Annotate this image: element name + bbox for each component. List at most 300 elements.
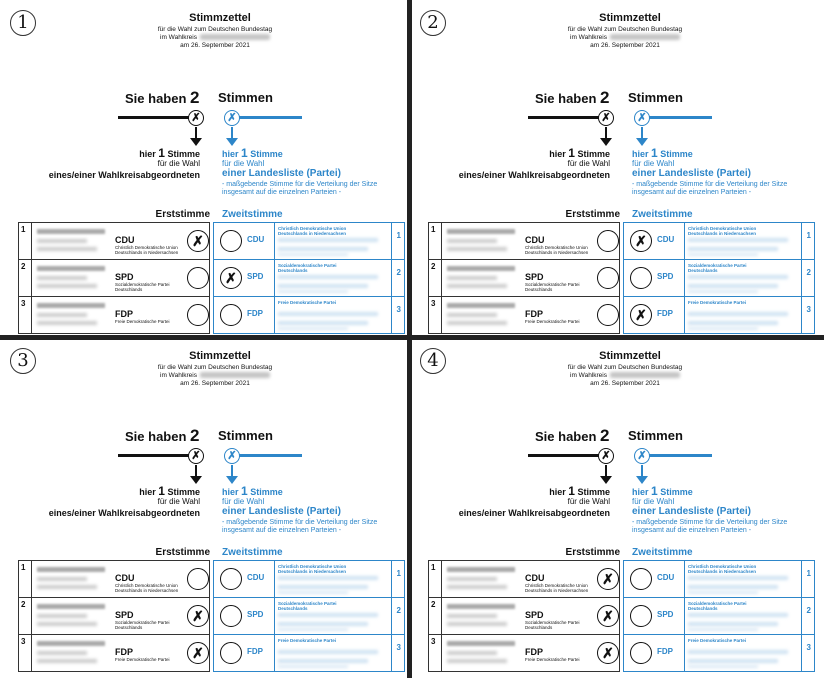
wahlkreis-label: im Wahlkreis bbox=[570, 372, 607, 379]
zweitstimme-arrowhead-icon bbox=[226, 138, 238, 146]
erststimme-vote-circle[interactable] bbox=[597, 267, 619, 289]
list-redacted bbox=[278, 275, 378, 279]
erststimme-description bbox=[440, 486, 610, 518]
party-abbr: SPD bbox=[657, 610, 674, 619]
list-redacted bbox=[278, 238, 378, 242]
left-stimme: Stimme bbox=[167, 487, 200, 497]
party-full-2: Deutschlands bbox=[115, 625, 143, 630]
party-full-1: Sozialdemokratische Partei bbox=[115, 620, 170, 625]
row-number: 2 bbox=[806, 268, 811, 277]
row-number: 3 bbox=[806, 305, 811, 314]
list-redacted bbox=[688, 585, 778, 589]
party-full-1: Christlich Demokratische Union bbox=[525, 245, 588, 250]
left-hier-line bbox=[30, 486, 200, 497]
party-full-1: Sozialdemokratische Partei bbox=[688, 263, 747, 268]
list-redacted bbox=[688, 591, 758, 594]
row-number: 2 bbox=[396, 606, 401, 615]
zweitstimme-x-icon: ✗ bbox=[224, 110, 240, 126]
list-redacted bbox=[278, 665, 348, 668]
right-hier-line bbox=[222, 486, 400, 497]
list-redacted bbox=[278, 290, 348, 293]
candidate-redacted bbox=[447, 313, 497, 317]
party-full-1: Sozialdemokratische Partei bbox=[525, 620, 580, 625]
ballot-date: am 26. September 2021 bbox=[590, 380, 660, 387]
haben-heading bbox=[125, 88, 200, 108]
row-number: 1 bbox=[431, 563, 436, 572]
erststimme-label: Erststimme bbox=[155, 547, 210, 558]
zweitstimme-row bbox=[214, 297, 404, 334]
candidate-redacted bbox=[447, 604, 515, 609]
erststimme-row bbox=[19, 223, 209, 260]
party-full-2: Deutschlands in Niedersachsen bbox=[115, 588, 179, 593]
zweitstimme-vote-circle[interactable] bbox=[220, 642, 242, 664]
party-full bbox=[688, 263, 788, 273]
left-fuer: für die Wahl bbox=[157, 159, 200, 168]
list-redacted bbox=[278, 312, 378, 316]
party-full bbox=[525, 620, 593, 630]
erststimme-table bbox=[18, 560, 210, 672]
haben-text: Sie haben bbox=[125, 91, 187, 106]
party-full-1: Christlich Demokratische Union bbox=[688, 226, 757, 231]
row-number: 1 bbox=[21, 225, 26, 234]
zweitstimme-table bbox=[623, 560, 815, 672]
zweitstimme-row bbox=[624, 260, 814, 297]
zweitstimme-label: Zweitstimme bbox=[222, 209, 283, 220]
erststimme-x-icon: ✗ bbox=[188, 110, 204, 126]
erststimme-label: Erststimme bbox=[565, 547, 620, 558]
right-eins: 1 bbox=[241, 146, 248, 160]
wahlkreis-redacted bbox=[200, 34, 270, 40]
row-number: 2 bbox=[806, 606, 811, 615]
candidate-redacted bbox=[447, 266, 515, 271]
ballot-title: Stimmzettel bbox=[189, 350, 251, 362]
ballot-subtitle: für die Wahl zum Deutschen Bundestag bbox=[567, 26, 683, 33]
candidate-redacted bbox=[37, 641, 105, 646]
party-full bbox=[278, 226, 378, 236]
erststimme-vote-circle[interactable]: ✗ bbox=[187, 642, 209, 664]
left-hier-line bbox=[440, 486, 610, 497]
right-stimme: Stimme bbox=[250, 487, 283, 497]
right-wahl: einer Landesliste (Partei) bbox=[632, 506, 751, 517]
number-column-line bbox=[441, 223, 442, 259]
number-column-line bbox=[391, 260, 392, 296]
right-stimme: Stimme bbox=[660, 149, 693, 159]
row-separator bbox=[274, 561, 275, 597]
stimmen-heading: Stimmen bbox=[218, 90, 273, 105]
wahlkreis-redacted bbox=[200, 372, 270, 378]
candidate-redacted bbox=[447, 239, 497, 243]
row-number: 3 bbox=[21, 299, 26, 308]
party-abbr: FDP bbox=[115, 309, 133, 319]
ballot-title: Stimmzettel bbox=[599, 350, 661, 362]
list-redacted bbox=[688, 659, 778, 663]
party-abbr: SPD bbox=[247, 272, 264, 281]
left-stimme: Stimme bbox=[167, 149, 200, 159]
erststimme-row bbox=[19, 297, 209, 334]
candidate-redacted bbox=[37, 567, 105, 572]
party-full-1: Freie Demokratische Partei bbox=[525, 319, 580, 324]
zweitstimme-arrowhead-icon bbox=[636, 476, 648, 484]
wahlkreis-redacted bbox=[610, 34, 680, 40]
panel-number: 1 bbox=[10, 10, 36, 36]
party-abbr: CDU bbox=[247, 573, 265, 582]
number-column-line bbox=[31, 223, 32, 259]
erststimme-vote-circle[interactable] bbox=[597, 304, 619, 326]
candidate-redacted bbox=[37, 604, 105, 609]
erststimme-description bbox=[440, 148, 610, 180]
ballot-wahlkreis bbox=[500, 372, 750, 380]
zweitstimme-row bbox=[214, 598, 404, 635]
row-number: 3 bbox=[396, 643, 401, 652]
erststimme-label: Erststimme bbox=[155, 209, 210, 220]
party-abbr: SPD bbox=[115, 610, 134, 620]
haben-text: Sie haben bbox=[535, 429, 597, 444]
zweitstimme-table bbox=[623, 222, 815, 334]
zweitstimme-table bbox=[213, 222, 405, 334]
erststimme-arrowhead-icon bbox=[190, 476, 202, 484]
candidate-redacted bbox=[447, 567, 515, 572]
candidate-redacted bbox=[37, 284, 97, 288]
number-column-line bbox=[441, 635, 442, 672]
left-wahl: eines/einer Wahlkreisabgeordneten bbox=[48, 170, 200, 180]
party-full bbox=[278, 638, 378, 643]
zweitstimme-label: Zweitstimme bbox=[632, 209, 693, 220]
erststimme-vote-circle[interactable]: ✗ bbox=[187, 230, 209, 252]
right-hier: hier bbox=[222, 487, 239, 497]
party-abbr: SPD bbox=[525, 272, 544, 282]
candidate-redacted bbox=[37, 659, 97, 663]
list-redacted bbox=[278, 591, 348, 594]
ballot-date: am 26. September 2021 bbox=[590, 42, 660, 49]
party-full bbox=[278, 564, 378, 574]
candidate-redacted bbox=[37, 585, 97, 589]
left-eins: 1 bbox=[568, 146, 575, 160]
erststimme-row bbox=[19, 598, 209, 635]
row-number: 2 bbox=[431, 262, 436, 271]
list-redacted bbox=[278, 650, 378, 654]
party-full bbox=[115, 282, 183, 292]
left-wahl: eines/einer Wahlkreisabgeordneten bbox=[458, 170, 610, 180]
zweitstimme-vote-circle[interactable]: ✗ bbox=[220, 267, 242, 289]
party-abbr: FDP bbox=[657, 309, 673, 318]
party-full-1: Freie Demokratische Partei bbox=[525, 657, 580, 662]
party-full-1: Sozialdemokratische Partei bbox=[688, 601, 747, 606]
erststimme-vote-circle[interactable] bbox=[597, 230, 619, 252]
erststimme-row bbox=[19, 260, 209, 297]
number-column-line bbox=[391, 297, 392, 334]
number-column-line bbox=[441, 561, 442, 597]
erststimme-line bbox=[528, 116, 602, 119]
row-separator bbox=[684, 297, 685, 334]
list-redacted bbox=[278, 613, 378, 617]
haben-number: 2 bbox=[190, 88, 200, 107]
party-abbr: SPD bbox=[657, 272, 674, 281]
row-number: 1 bbox=[396, 569, 401, 578]
number-column-line bbox=[801, 598, 802, 634]
left-fuer: für die Wahl bbox=[567, 159, 610, 168]
zweitstimme-row bbox=[624, 598, 814, 635]
party-full-1: Christlich Demokratische Union bbox=[688, 564, 757, 569]
wahlkreis-label: im Wahlkreis bbox=[570, 34, 607, 41]
zweitstimme-line bbox=[642, 454, 712, 457]
party-abbr: SPD bbox=[115, 272, 134, 282]
wahlkreis-redacted bbox=[610, 372, 680, 378]
zweitstimme-arrowhead-icon bbox=[636, 138, 648, 146]
row-separator bbox=[274, 223, 275, 259]
number-column-line bbox=[31, 260, 32, 296]
party-full bbox=[115, 583, 183, 593]
ballot-subtitle: für die Wahl zum Deutschen Bundestag bbox=[157, 26, 273, 33]
row-separator bbox=[684, 561, 685, 597]
row-separator bbox=[684, 635, 685, 672]
party-full-2: Deutschlands bbox=[688, 268, 718, 273]
list-redacted bbox=[688, 576, 788, 580]
list-redacted bbox=[688, 275, 788, 279]
haben-heading bbox=[535, 426, 610, 446]
party-abbr: FDP bbox=[115, 647, 133, 657]
zweitstimme-vote-circle[interactable]: ✗ bbox=[630, 230, 652, 252]
row-separator bbox=[274, 598, 275, 634]
party-full-1: Freie Demokratische Partei bbox=[688, 638, 747, 643]
erststimme-vote-circle[interactable] bbox=[187, 304, 209, 326]
party-full-1: Sozialdemokratische Partei bbox=[278, 601, 337, 606]
right-hier: hier bbox=[222, 149, 239, 159]
list-redacted bbox=[688, 312, 788, 316]
number-column-line bbox=[441, 297, 442, 334]
party-full-2: Deutschlands bbox=[525, 287, 553, 292]
right-stimme: Stimme bbox=[250, 149, 283, 159]
party-full-2: Deutschlands in Niedersachsen bbox=[115, 250, 179, 255]
left-hier: hier bbox=[549, 149, 566, 159]
zweitstimme-x-icon: ✗ bbox=[634, 110, 650, 126]
left-eins: 1 bbox=[568, 484, 575, 498]
list-redacted bbox=[688, 290, 758, 293]
number-column-line bbox=[31, 598, 32, 634]
right-note: - maßgebende Stimme für die Verteilung der Sitze insgesamt auf die einzelnen Parteien - bbox=[632, 181, 788, 196]
erststimme-vote-circle[interactable]: ✗ bbox=[597, 605, 619, 627]
party-full-2: Deutschlands in Niedersachsen bbox=[525, 588, 589, 593]
erststimme-vote-circle[interactable]: ✗ bbox=[597, 568, 619, 590]
party-abbr: CDU bbox=[657, 573, 675, 582]
zweitstimme-x-icon: ✗ bbox=[634, 448, 650, 464]
haben-number: 2 bbox=[190, 426, 200, 445]
party-full-2: Deutschlands bbox=[278, 606, 308, 611]
zweitstimme-vote-circle[interactable] bbox=[630, 642, 652, 664]
left-hier: hier bbox=[139, 149, 156, 159]
zweitstimme-vote-circle[interactable] bbox=[630, 267, 652, 289]
list-redacted bbox=[688, 622, 778, 626]
party-abbr: SPD bbox=[247, 610, 264, 619]
candidate-redacted bbox=[37, 303, 105, 308]
list-redacted bbox=[688, 321, 778, 325]
zweitstimme-row bbox=[214, 260, 404, 297]
zweitstimme-vote-circle[interactable] bbox=[220, 568, 242, 590]
erststimme-row bbox=[19, 635, 209, 672]
right-wahl: einer Landesliste (Partei) bbox=[632, 168, 751, 179]
candidate-redacted bbox=[447, 659, 507, 663]
candidate-redacted bbox=[37, 577, 87, 581]
party-full-1: Sozialdemokratische Partei bbox=[525, 282, 580, 287]
list-redacted bbox=[688, 650, 788, 654]
right-hier-line bbox=[632, 148, 810, 159]
candidate-redacted bbox=[37, 321, 97, 325]
right-fuer: für die Wahl bbox=[222, 497, 265, 506]
zweitstimme-vote-circle[interactable] bbox=[630, 568, 652, 590]
row-number: 1 bbox=[396, 231, 401, 240]
party-abbr: FDP bbox=[247, 647, 263, 656]
right-fuer: für die Wahl bbox=[632, 159, 675, 168]
party-full-1: Sozialdemokratische Partei bbox=[278, 263, 337, 268]
party-abbr: SPD bbox=[525, 610, 544, 620]
number-column-line bbox=[31, 297, 32, 334]
party-full bbox=[115, 657, 183, 662]
party-full bbox=[525, 282, 593, 292]
ballot-panel-4 bbox=[410, 338, 810, 668]
party-full-1: Freie Demokratische Partei bbox=[115, 657, 170, 662]
list-redacted bbox=[688, 665, 758, 668]
erststimme-row bbox=[429, 598, 619, 635]
left-eins: 1 bbox=[158, 484, 165, 498]
list-redacted bbox=[688, 613, 788, 617]
zweitstimme-description bbox=[632, 486, 810, 535]
party-full-1: Freie Demokratische Partei bbox=[115, 319, 170, 324]
number-column-line bbox=[31, 561, 32, 597]
candidate-redacted bbox=[37, 276, 87, 280]
left-hier-line bbox=[30, 148, 200, 159]
zweitstimme-vote-circle[interactable] bbox=[220, 605, 242, 627]
row-number: 1 bbox=[806, 569, 811, 578]
right-wahl: einer Landesliste (Partei) bbox=[222, 168, 341, 179]
candidate-redacted bbox=[37, 239, 87, 243]
party-abbr: FDP bbox=[657, 647, 673, 656]
candidate-redacted bbox=[447, 577, 497, 581]
erststimme-description bbox=[30, 148, 200, 180]
right-note: - maßgebende Stimme für die Verteilung der Sitze insgesamt auf die einzelnen Parteien - bbox=[222, 519, 378, 534]
ballot-panel-1 bbox=[0, 0, 400, 330]
list-redacted bbox=[688, 238, 788, 242]
row-number: 1 bbox=[21, 563, 26, 572]
party-abbr: CDU bbox=[247, 235, 265, 244]
zweitstimme-vote-circle[interactable] bbox=[630, 605, 652, 627]
row-separator bbox=[684, 260, 685, 296]
party-abbr: CDU bbox=[525, 573, 545, 583]
zweitstimme-row bbox=[214, 223, 404, 260]
zweitstimme-line bbox=[232, 116, 302, 119]
candidate-redacted bbox=[37, 651, 87, 655]
left-stimme: Stimme bbox=[577, 487, 610, 497]
zweitstimme-vote-circle[interactable]: ✗ bbox=[630, 304, 652, 326]
row-number: 3 bbox=[806, 643, 811, 652]
row-separator bbox=[274, 260, 275, 296]
erststimme-line bbox=[118, 116, 192, 119]
left-wahl: eines/einer Wahlkreisabgeordneten bbox=[458, 508, 610, 518]
ballot-subtitle: für die Wahl zum Deutschen Bundestag bbox=[567, 364, 683, 371]
erststimme-label: Erststimme bbox=[565, 209, 620, 220]
list-redacted bbox=[278, 585, 368, 589]
right-eins: 1 bbox=[651, 484, 658, 498]
number-column-line bbox=[801, 260, 802, 296]
row-number: 3 bbox=[431, 637, 436, 646]
candidate-redacted bbox=[447, 585, 507, 589]
row-number: 3 bbox=[431, 299, 436, 308]
ballot-title: Stimmzettel bbox=[599, 12, 661, 24]
number-column-line bbox=[391, 561, 392, 597]
left-stimme: Stimme bbox=[577, 149, 610, 159]
list-redacted bbox=[688, 327, 758, 330]
erststimme-x-icon: ✗ bbox=[598, 448, 614, 464]
erststimme-vote-circle[interactable]: ✗ bbox=[597, 642, 619, 664]
party-full-1: Christlich Demokratische Union bbox=[278, 226, 347, 231]
party-full bbox=[115, 245, 183, 255]
wahlkreis-label: im Wahlkreis bbox=[160, 372, 197, 379]
number-column-line bbox=[391, 635, 392, 672]
zweitstimme-vote-circle[interactable] bbox=[220, 230, 242, 252]
number-column-line bbox=[801, 297, 802, 334]
haben-number: 2 bbox=[600, 426, 610, 445]
ballot-wahlkreis bbox=[90, 34, 340, 42]
ballot-subtitle: für die Wahl zum Deutschen Bundestag bbox=[157, 364, 273, 371]
zweitstimme-row bbox=[624, 297, 814, 334]
party-full bbox=[525, 245, 593, 255]
ballot-title: Stimmzettel bbox=[189, 12, 251, 24]
ballot-date: am 26. September 2021 bbox=[180, 42, 250, 49]
zweitstimme-row bbox=[624, 223, 814, 260]
erststimme-vote-circle[interactable] bbox=[187, 267, 209, 289]
candidate-redacted bbox=[447, 622, 507, 626]
left-wahl: eines/einer Wahlkreisabgeordneten bbox=[48, 508, 200, 518]
number-column-line bbox=[801, 635, 802, 672]
zweitstimme-vote-circle[interactable] bbox=[220, 304, 242, 326]
zweitstimme-row bbox=[624, 635, 814, 672]
party-full-2: Deutschlands in Niedersachsen bbox=[278, 231, 347, 236]
haben-number: 2 bbox=[600, 88, 610, 107]
right-fuer: für die Wahl bbox=[632, 497, 675, 506]
candidate-redacted bbox=[447, 247, 507, 251]
party-full-2: Deutschlands in Niedersachsen bbox=[525, 250, 589, 255]
stimmen-heading: Stimmen bbox=[218, 428, 273, 443]
zweitstimme-line bbox=[232, 454, 302, 457]
list-redacted bbox=[278, 321, 368, 325]
right-hier-line bbox=[222, 148, 400, 159]
number-column-line bbox=[801, 223, 802, 259]
party-full-2: Deutschlands bbox=[278, 268, 308, 273]
ballot-date: am 26. September 2021 bbox=[180, 380, 250, 387]
list-redacted bbox=[688, 253, 758, 256]
list-redacted bbox=[688, 628, 758, 631]
panel-number: 3 bbox=[10, 348, 36, 374]
party-full bbox=[525, 657, 593, 662]
zweitstimme-x-icon: ✗ bbox=[224, 448, 240, 464]
candidate-redacted bbox=[37, 247, 97, 251]
party-full-2: Deutschlands bbox=[115, 287, 143, 292]
number-column-line bbox=[391, 223, 392, 259]
party-abbr: CDU bbox=[657, 235, 675, 244]
zweitstimme-arrowhead-icon bbox=[226, 476, 238, 484]
party-abbr: FDP bbox=[525, 647, 543, 657]
haben-text: Sie haben bbox=[125, 429, 187, 444]
zweitstimme-line bbox=[642, 116, 712, 119]
erststimme-description bbox=[30, 486, 200, 518]
erststimme-line bbox=[528, 454, 602, 457]
erststimme-vote-circle[interactable] bbox=[187, 568, 209, 590]
erststimme-x-icon: ✗ bbox=[598, 110, 614, 126]
number-column-line bbox=[31, 635, 32, 672]
right-eins: 1 bbox=[241, 484, 248, 498]
right-hier: hier bbox=[632, 149, 649, 159]
erststimme-vote-circle[interactable]: ✗ bbox=[187, 605, 209, 627]
zweitstimme-row bbox=[214, 635, 404, 672]
candidate-redacted bbox=[447, 276, 497, 280]
